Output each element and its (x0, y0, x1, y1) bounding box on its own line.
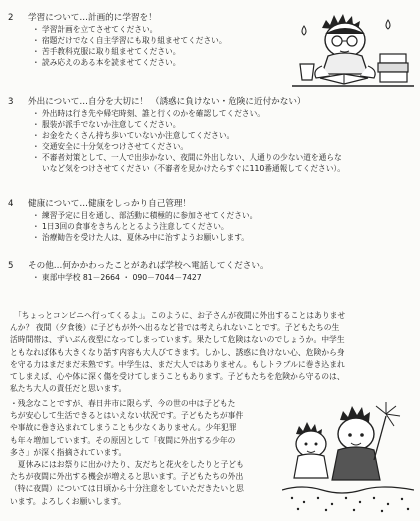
paragraph-line: います。よろしくお願いします。 (10, 496, 126, 506)
list-item-text: 学習計画を立てさせてください。 (42, 25, 158, 34)
section-health (8, 198, 257, 243)
section-heading (8, 260, 269, 272)
paragraph-line: 私たち大人の責任だと思います。 (10, 384, 127, 394)
list-item-text: 1日3回の食事をきちんととるよう注意してください。 (42, 222, 229, 231)
list-item (42, 130, 345, 141)
list-item (42, 232, 257, 243)
section-number: 2 (8, 13, 14, 23)
section-title: 外出について…自分を大切に！ （誘惑に負けない・危険に近付かない） (28, 97, 306, 107)
paragraph-line: 夏休みにはお祭りに出かけたり、友だちと花火をしたりと子ども (10, 460, 244, 470)
safety-paragraph (10, 398, 244, 508)
intro-paragraph (10, 310, 345, 395)
section-title: 健康について…健康をしっかり自己管理！ (28, 199, 192, 209)
list-item (42, 24, 227, 35)
paragraph-line: たちが夜間に外出する機会が増えると思います。子どもたちの外出 (10, 472, 244, 482)
contact-line (42, 272, 269, 283)
list-item-text: 読み応えのある本を読ませてください。 (42, 58, 181, 67)
list-item-text: 治療勧告を受けた人は、夏休み中に治すようお願いします。 (42, 233, 249, 242)
section-heading (8, 198, 257, 210)
list-item-text: 外出時は行き先や帰宅時刻、誰と行くのかを確認してください。 (42, 109, 265, 118)
studying-student-illustration (292, 6, 414, 98)
paragraph-line: 活時間帯は、ずいぶん夜型になってしまっています。果たして危険はないのでしょうか。中学生 (10, 335, 345, 345)
section-number: 5 (8, 261, 14, 271)
list-item (42, 210, 257, 221)
list-item-text: 練習予定に目を通し、部活動に積極的に参加させてください。 (42, 211, 258, 220)
section-number: 4 (8, 199, 14, 209)
list-item (42, 57, 227, 68)
list-item (42, 35, 227, 46)
list-item (42, 221, 257, 232)
fireworks-children-illustration (282, 394, 414, 516)
paragraph-line: てしまえば、心や体に深く傷を受けてしまうこともあります。子どもたちを危険から守るのは、 (10, 372, 345, 382)
section-list (8, 108, 345, 174)
school-phone-numbers: 東部中学校 81－2664 ・ 090－7044－7427 (42, 273, 202, 282)
list-item-text: 苦手教科克服に取り組ませてください。 (42, 47, 181, 56)
section-other (8, 260, 269, 283)
paragraph-line: を守る力はまだまだ未熟です。中学生は、まだ大人ではありません。もしトラブルに巻き込まれ (10, 359, 345, 369)
list-item (42, 108, 345, 119)
list-item (42, 141, 345, 152)
list-item-text: 宿題だけでなく自主学習にも取り組ませてください。 (42, 36, 227, 45)
list-item (42, 46, 227, 57)
section-title: その他…何かかわったことがあれば学校へ電話してください。 (28, 261, 269, 271)
section-list (8, 210, 257, 243)
section-outing (8, 96, 345, 174)
list-item (42, 152, 345, 174)
paragraph-line: んか？ 夜間（夕食後）に子どもが外へ出るなど昔では考えられないことです。子どもたちの生 (10, 323, 340, 333)
list-item-text: お金をたくさん持ち歩いていないか注意してください。 (42, 131, 235, 140)
paragraph-line: ちが安心して生活できるとはいえない状況です。子どもたちが事件 (10, 411, 244, 421)
list-item-text: 服装が派手でないか注意してください。 (42, 120, 181, 129)
list-item-text-continued: いなど気をつけさせてください（不審者を見かけたらすぐに110番通報してください）。 (42, 164, 345, 173)
paragraph-line: ・残念なことですが、春日井市に限らず、今の世の中は子どもた (10, 399, 236, 408)
section-list (8, 272, 269, 283)
list-item-text: 交通安全に十分気をつけさせてください。 (42, 142, 189, 151)
paragraph-line: も年々増加しています。その原因として「夜間に外出する少年の (10, 435, 236, 445)
paragraph-line: 「ちょっとコンビニへ行ってくるよ」。このように、お子さんが夜間に外出することはありませ (10, 311, 346, 320)
section-title: 学習について…計画的に学習を！ (28, 13, 157, 23)
list-item-text: ・ 不審者対策として、一人で出歩かない、夜間に外出しない、人通りの少ない道を通らな (42, 153, 342, 162)
section-heading (8, 12, 227, 24)
paragraph-line: ともなれば体も大きくなり話す内容も大人びてきます。しかし、誘惑に負けない心、危険から身 (10, 347, 345, 357)
list-item (42, 119, 345, 130)
paragraph-line: （特に夜間）については日頃から十分注意をしていただきたいと思 (10, 484, 244, 494)
paragraph-line: 多さ」が深く指摘されています。 (10, 447, 127, 457)
section-number: 3 (8, 97, 14, 107)
paragraph-line: や事故に巻き込まれてしまうことも少なくありません。少年犯罪 (10, 423, 237, 433)
section-study (8, 12, 227, 68)
section-list (8, 24, 227, 68)
